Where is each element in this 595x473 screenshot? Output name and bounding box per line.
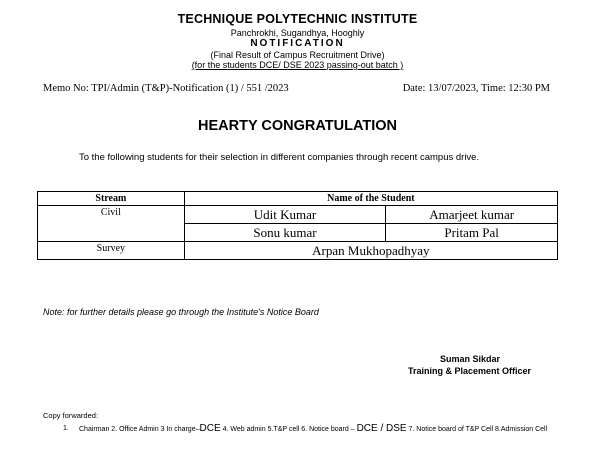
page-heading: HEARTY CONGRATULATION <box>198 118 397 134</box>
institute-address: Panchrokhi, Sugandhya, Hooghly <box>230 28 365 38</box>
signatory-title: Training & Placement Officer <box>408 366 532 376</box>
student-name-cell: Pritam Pal <box>386 224 558 242</box>
copy-text: 4. Web admin 5.T&P cell 6. Notice board – <box>220 426 357 433</box>
student-name-header: Name of the Student <box>184 192 557 206</box>
note-text: Note: for further details please go through the Institute's Notice Board <box>43 307 319 317</box>
signatory-name: Suman Sikdar <box>440 354 501 364</box>
notification-title: NOTIFICATION <box>250 38 345 49</box>
student-name-cell: Sonu kumar <box>184 224 386 242</box>
copy-list-number: 1. <box>63 425 69 432</box>
stream-cell: Survey <box>38 242 185 260</box>
results-table <box>37 191 558 260</box>
stream-header: Stream <box>38 192 185 206</box>
notification-batch: (for the students DCE/ DSE 2023 passing-out batch ) <box>191 60 404 70</box>
institute-name: TECHNIQUE POLYTECHNIC INSTITUTE <box>177 12 418 26</box>
table-row <box>38 206 558 224</box>
copy-text: Chairman 2. Office Admin 3 In charge– <box>79 426 200 433</box>
student-name-cell: Arpan Mukhopadhyay <box>184 242 557 260</box>
copy-text-emphasis: DCE / DSE <box>356 423 407 434</box>
copy-text-emphasis: DCE <box>199 423 221 434</box>
notification-subtitle: (Final Result of Campus Recruitment Drive) <box>210 50 385 60</box>
copy-forwarded-label: Copy forwarded: <box>43 411 99 420</box>
intro-text: To the following students for their selection in different companies through recent campus drive. <box>79 152 480 163</box>
copy-text: 7. Notice board of T&P Cell 8.Admission Cell <box>406 426 548 433</box>
copy-recipients <box>79 423 569 435</box>
student-name-cell: Amarjeet kumar <box>386 206 558 224</box>
memo-number: Memo No: TPI/Admin (T&P)-Notification (1) / 551 /2023 <box>43 83 289 94</box>
student-name-cell: Udit Kumar <box>184 206 386 224</box>
table-row <box>38 242 558 260</box>
memo-date: Date: 13/07/2023, Time: 12:30 PM <box>402 83 550 94</box>
stream-cell: Civil <box>38 206 185 242</box>
table-header-row <box>38 192 558 206</box>
